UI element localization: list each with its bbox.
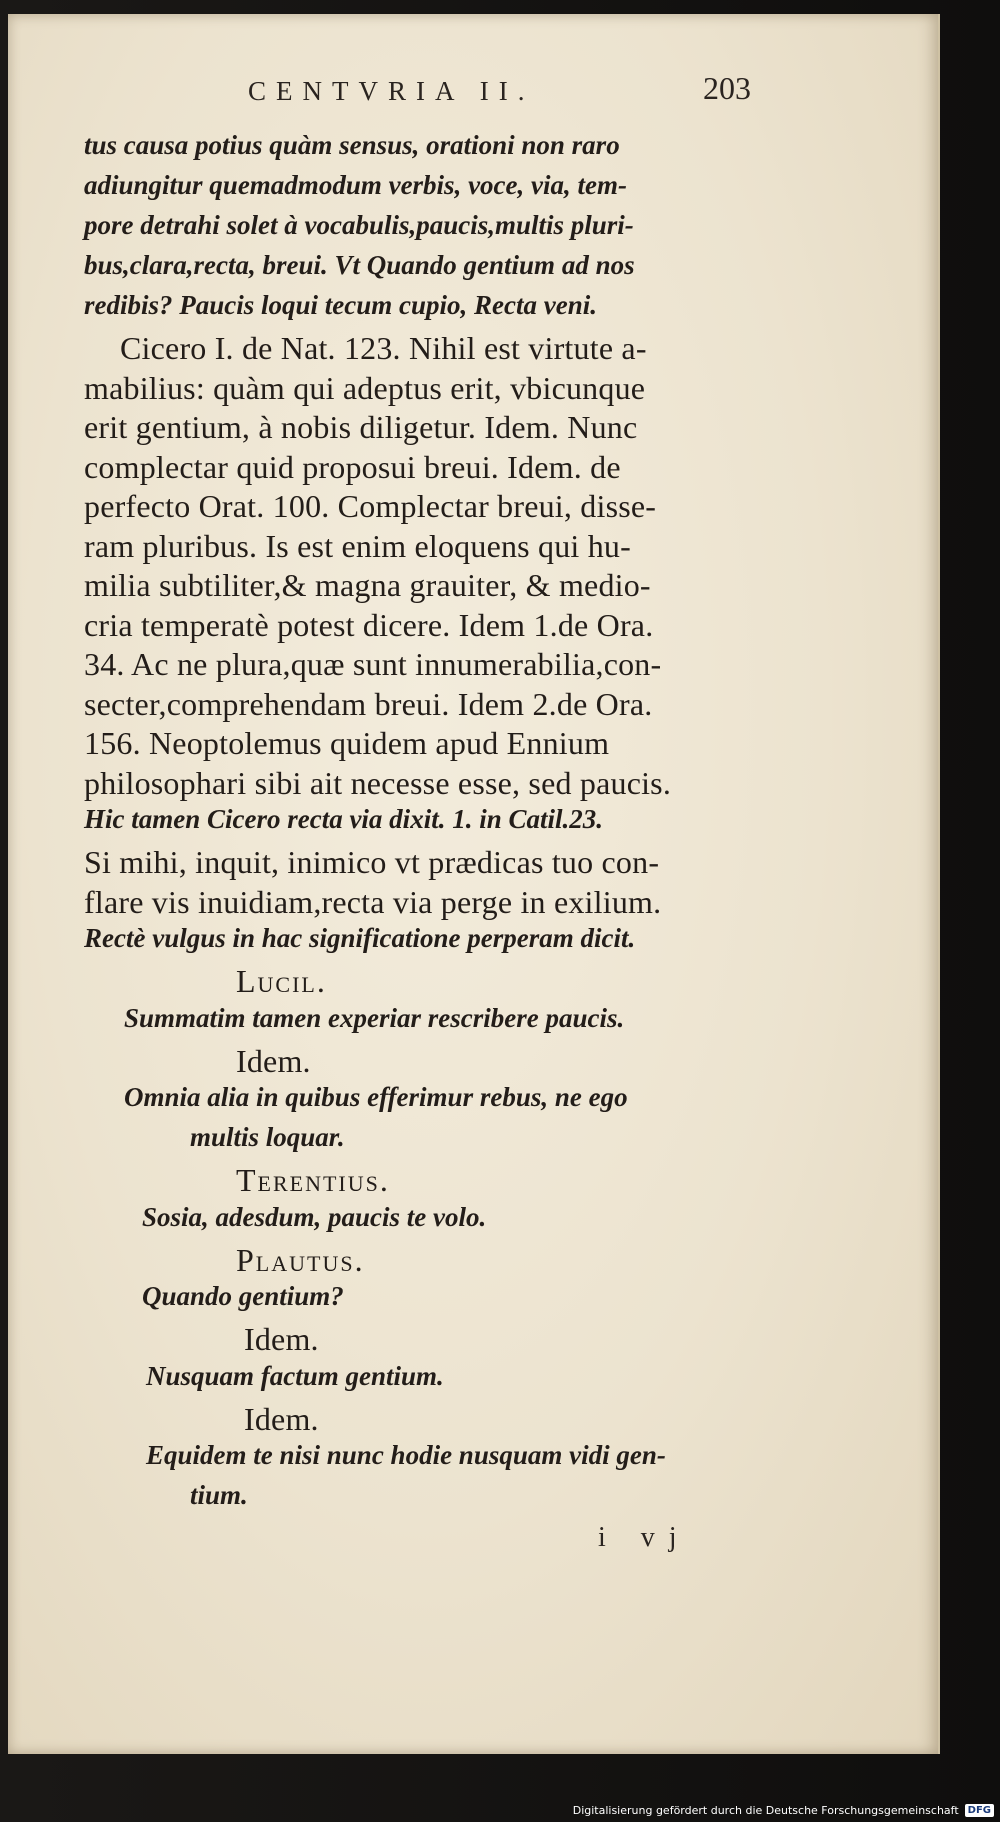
body-text xyxy=(84,132,784,1522)
text-line: Hic tamen Cicero recta via dixit. 1. in Catil.23. xyxy=(84,804,603,834)
digitization-credit: Digitalisierung gefördert durch die Deutsche Forschungsgemeinschaft xyxy=(572,1803,959,1817)
page-header xyxy=(8,62,938,112)
text-line: secter,comprehendam breui. Idem 2.de Ora. xyxy=(84,685,653,722)
text-line: adiungitur quemadmodum verbis, voce, via, tem- xyxy=(84,170,627,200)
text-line: Si mihi, inquit, inimico vt prædicas tuo con- xyxy=(84,844,660,880)
text-line: multis loquar. xyxy=(190,1122,345,1152)
text-line: Idem. xyxy=(244,1321,319,1357)
text-line: Equidem te nisi nunc hodie nusquam vidi gen- xyxy=(146,1440,666,1470)
page-number: 203 xyxy=(703,70,751,106)
text-line: ram pluribus. Is est enim eloquens qui hu- xyxy=(84,527,631,564)
text-line: pore detrahi solet à vocabulis,paucis,multis pluri- xyxy=(84,210,634,240)
text-line: Cicero I. de Nat. 123. Nihil est virtute a- xyxy=(120,330,647,366)
text-line: milia subtiliter,& magna grauiter, & medio- xyxy=(84,567,651,603)
text-line: bus,clara,recta, breui. Vt Quando gentium ad nos xyxy=(84,250,635,280)
text-line: complectar quid proposui breui. Idem. de xyxy=(84,448,621,485)
section-heading: Lucil. xyxy=(236,963,327,999)
text-line: redibis? Paucis loqui tecum cupio, Recta veni. xyxy=(84,290,597,320)
text-line: flare vis inuidiam,recta via perge in exilium. xyxy=(84,883,662,920)
signature-mark: i vj xyxy=(598,1522,691,1553)
text-line: Omnia alia in quibus efferimur rebus, ne ego xyxy=(124,1082,628,1112)
text-line: 34. Ac ne plura,quæ sunt innumerabilia,con- xyxy=(84,646,662,682)
text-line: Nusquam factum gentium. xyxy=(146,1360,444,1391)
text-line: Quando gentium? xyxy=(142,1281,344,1311)
dfg-logo: DFG xyxy=(965,1804,994,1817)
digitization-credit-bar xyxy=(572,1798,1000,1822)
text-line: tium. xyxy=(190,1480,248,1510)
text-line: Sosia, adesdum, paucis te volo. xyxy=(142,1201,487,1232)
text-line: mabilius: quàm qui adeptus erit, vbicunque xyxy=(84,369,646,406)
text-line: 156. Neoptolemus quidem apud Ennium xyxy=(84,725,610,761)
text-line: Rectè vulgus in hac significatione perperam dicit. xyxy=(84,923,636,953)
section-heading: Terentius. xyxy=(236,1162,390,1198)
text-line: Idem. xyxy=(236,1042,311,1079)
text-line: erit gentium, à nobis diligetur. Idem. Nunc xyxy=(84,409,638,445)
text-line: cria temperatè potest dicere. Idem 1.de Ora. xyxy=(84,606,654,643)
book-page xyxy=(8,14,940,1754)
text-line: Summatim tamen experiar rescribere paucis. xyxy=(124,1002,625,1033)
text-line: perfecto Orat. 100. Complectar breui, disse- xyxy=(84,488,657,524)
text-line: tus causa potius quàm sensus, orationi non raro xyxy=(84,130,620,160)
text-line: philosophari sibi ait necesse esse, sed paucis. xyxy=(84,764,672,801)
running-head: CENTVRIA II. xyxy=(248,76,535,106)
text-line: Idem. xyxy=(244,1400,319,1437)
section-heading: Plautus. xyxy=(236,1241,365,1278)
